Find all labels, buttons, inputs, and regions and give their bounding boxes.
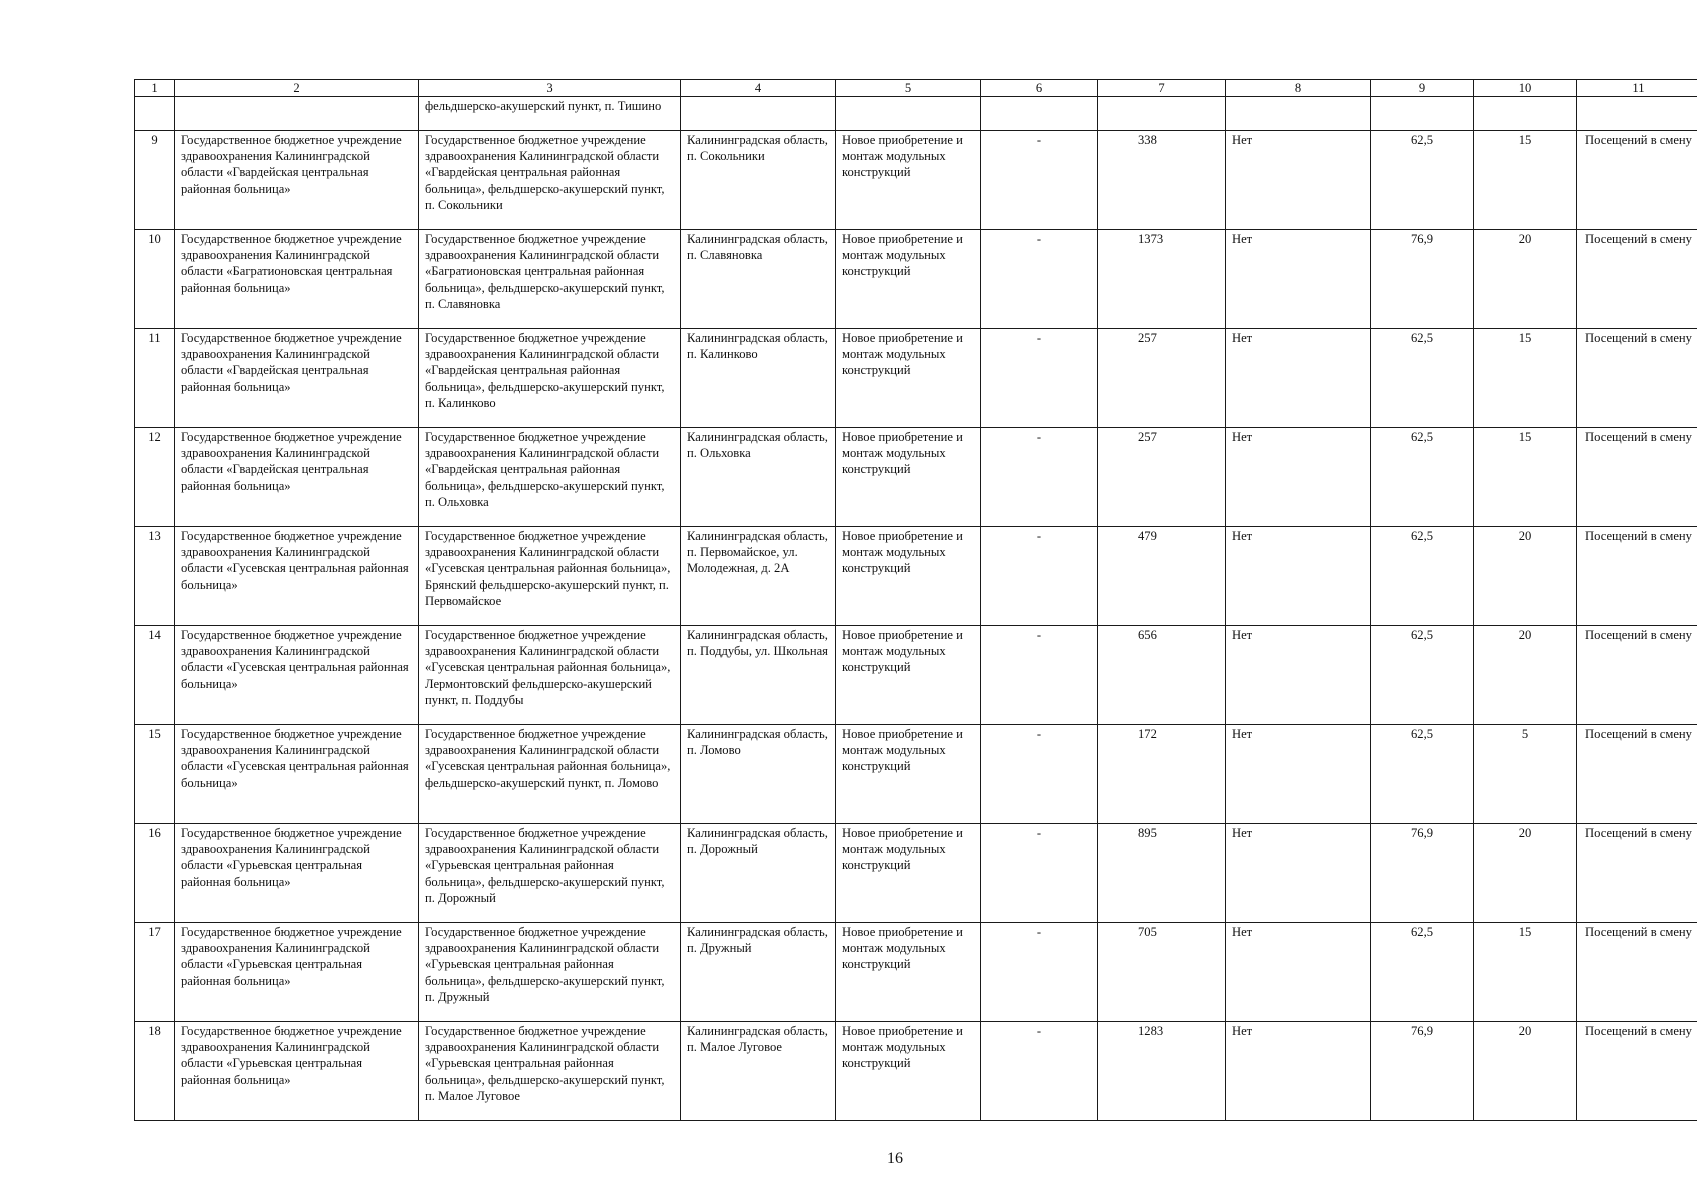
cell-address: Калининградская область, п. Поддубы, ул. Школьная <box>681 626 836 725</box>
cell-work-type: Новое приобретение и монтаж модульных конструкций <box>836 527 981 626</box>
cell-address: Калининградская область, п. Сокольники <box>681 131 836 230</box>
cell-col8 <box>1226 97 1371 131</box>
cell-col8: Нет <box>1226 626 1371 725</box>
cell-facility: Государственное бюджетное учреждение здравоохранения Калининградской области «Гвардейская центральная районная больница», фельдшерско-акушерский пункт, п. Ольховка <box>419 428 681 527</box>
cell-facility: Государственное бюджетное учреждение здравоохранения Калининградской области «Гусевская центральная районная больница», фельдшерско-акушерский пункт, п. Ломово <box>419 725 681 824</box>
table-row <box>135 923 1697 1022</box>
cell-col9: 62,5 <box>1371 131 1474 230</box>
cell-facility: Государственное бюджетное учреждение здравоохранения Калининградской области «Гусевская центральная районная больница», Брянский фельдшерско-акушерский пункт, п. Первомайское <box>419 527 681 626</box>
table-row <box>135 131 1697 230</box>
column-number-2: 2 <box>175 80 419 97</box>
cell-col6 <box>981 97 1098 131</box>
table-row <box>135 824 1697 923</box>
cell-col10: 15 <box>1474 428 1577 527</box>
cell-unit: Посещений в смену <box>1577 527 1697 626</box>
cell-col9: 62,5 <box>1371 626 1474 725</box>
cell-organization: Государственное бюджетное учреждение здравоохранения Калининградской области «Гурьевская центральная районная больница» <box>175 824 419 923</box>
cell-work-type: Новое приобретение и монтаж модульных конструкций <box>836 824 981 923</box>
cell-unit: Посещений в смену <box>1577 725 1697 824</box>
cell-address: Калининградская область, п. Дружный <box>681 923 836 1022</box>
cell-organization: Государственное бюджетное учреждение здравоохранения Калининградской области «Гусевская центральная районная больница» <box>175 725 419 824</box>
cell-unit: Посещений в смену <box>1577 824 1697 923</box>
cell-col7 <box>1098 97 1226 131</box>
column-number-row <box>135 80 1697 97</box>
cell-col9: 62,5 <box>1371 923 1474 1022</box>
cell-facility: Государственное бюджетное учреждение здравоохранения Калининградской области «Багратионовская центральная районная больница», фельдшерско-акушерский пункт, п. Славяновка <box>419 230 681 329</box>
cell-col9: 62,5 <box>1371 428 1474 527</box>
cell-facility: Государственное бюджетное учреждение здравоохранения Калининградской области «Гурьевская центральная районная больница», фельдшерско-акушерский пункт, п. Малое Луговое <box>419 1022 681 1121</box>
cell-unit: Посещений в смену <box>1577 131 1697 230</box>
cell-col8: Нет <box>1226 230 1371 329</box>
cell-col6: - <box>981 824 1098 923</box>
column-number-9: 9 <box>1371 80 1474 97</box>
cell-work-type: Новое приобретение и монтаж модульных конструкций <box>836 923 981 1022</box>
cell-facility: Государственное бюджетное учреждение здравоохранения Калининградской области «Гурьевская центральная районная больница», фельдшерско-акушерский пункт, п. Дорожный <box>419 824 681 923</box>
column-number-10: 10 <box>1474 80 1577 97</box>
cell-row-number: 9 <box>135 131 175 230</box>
cell-facility: Государственное бюджетное учреждение здравоохранения Калининградской области «Гвардейская центральная районная больница», фельдшерско-акушерский пункт, п. Сокольники <box>419 131 681 230</box>
table-row <box>135 1022 1697 1121</box>
table-row <box>135 725 1697 824</box>
cell-col10: 20 <box>1474 824 1577 923</box>
cell-col7: 1283 <box>1098 1022 1226 1121</box>
cell-col11 <box>1577 97 1697 131</box>
cell-col6: - <box>981 527 1098 626</box>
cell-organization: Государственное бюджетное учреждение здравоохранения Калининградской области «Гвардейская центральная районная больница» <box>175 131 419 230</box>
cell-work-type: Новое приобретение и монтаж модульных конструкций <box>836 725 981 824</box>
cell-col7: 172 <box>1098 725 1226 824</box>
cell-organization: Государственное бюджетное учреждение здравоохранения Калининградской области «Гвардейская центральная районная больница» <box>175 329 419 428</box>
cell-col7: 1373 <box>1098 230 1226 329</box>
cell-col10: 15 <box>1474 329 1577 428</box>
cell-row-number: 17 <box>135 923 175 1022</box>
cell-work-type: Новое приобретение и монтаж модульных конструкций <box>836 329 981 428</box>
cell-work-type: Новое приобретение и монтаж модульных конструкций <box>836 428 981 527</box>
cell-col10: 20 <box>1474 626 1577 725</box>
cell-col6: - <box>981 428 1098 527</box>
cell-col6: - <box>981 923 1098 1022</box>
cell-col10 <box>1474 97 1577 131</box>
cell-col9: 76,9 <box>1371 230 1474 329</box>
cell-address: Калининградская область, п. Ольховка <box>681 428 836 527</box>
cell-row-number: 11 <box>135 329 175 428</box>
cell-col10: 20 <box>1474 1022 1577 1121</box>
cell-address <box>681 97 836 131</box>
column-number-4: 4 <box>681 80 836 97</box>
cell-unit: Посещений в смену <box>1577 1022 1697 1121</box>
cell-col9: 62,5 <box>1371 329 1474 428</box>
cell-col6: - <box>981 1022 1098 1121</box>
cell-col10: 15 <box>1474 923 1577 1022</box>
cell-unit: Посещений в смену <box>1577 923 1697 1022</box>
column-number-3: 3 <box>419 80 681 97</box>
cell-work-type <box>836 97 981 131</box>
cell-col9: 62,5 <box>1371 527 1474 626</box>
cell-col10: 20 <box>1474 230 1577 329</box>
cell-facility: Государственное бюджетное учреждение здравоохранения Калининградской области «Гурьевская центральная районная больница», фельдшерско-акушерский пункт, п. Дружный <box>419 923 681 1022</box>
cell-row-number: 13 <box>135 527 175 626</box>
cell-organization: Государственное бюджетное учреждение здравоохранения Калининградской области «Гусевская центральная районная больница» <box>175 626 419 725</box>
cell-col7: 705 <box>1098 923 1226 1022</box>
continuation-row <box>135 97 1697 131</box>
cell-col9: 76,9 <box>1371 1022 1474 1121</box>
cell-address: Калининградская область, п. Первомайское, ул. Молодежная, д. 2А <box>681 527 836 626</box>
cell-col10: 20 <box>1474 527 1577 626</box>
cell-col7: 257 <box>1098 428 1226 527</box>
cell-col6: - <box>981 329 1098 428</box>
cell-address: Калининградская область, п. Калинково <box>681 329 836 428</box>
cell-work-type: Новое приобретение и монтаж модульных конструкций <box>836 230 981 329</box>
cell-col8: Нет <box>1226 725 1371 824</box>
cell-row-number: 14 <box>135 626 175 725</box>
cell-organization: Государственное бюджетное учреждение здравоохранения Калининградской области «Гвардейская центральная районная больница» <box>175 428 419 527</box>
cell-col7: 257 <box>1098 329 1226 428</box>
cell-address: Калининградская область, п. Малое Луговое <box>681 1022 836 1121</box>
cell-unit: Посещений в смену <box>1577 329 1697 428</box>
cell-row-number: 10 <box>135 230 175 329</box>
cell-col9: 76,9 <box>1371 824 1474 923</box>
cell-col8: Нет <box>1226 131 1371 230</box>
cell-address: Калининградская область, п. Дорожный <box>681 824 836 923</box>
cell-col8: Нет <box>1226 527 1371 626</box>
table-row <box>135 527 1697 626</box>
cell-col8: Нет <box>1226 824 1371 923</box>
column-number-8: 8 <box>1226 80 1371 97</box>
cell-facility: фельдшерско-акушерский пункт, п. Тишино <box>419 97 681 131</box>
cell-organization: Государственное бюджетное учреждение здравоохранения Калининградской области «Гурьевская центральная районная больница» <box>175 923 419 1022</box>
table-row <box>135 329 1697 428</box>
cell-organization: Государственное бюджетное учреждение здравоохранения Калининградской области «Багратионовская центральная районная больница» <box>175 230 419 329</box>
cell-row-number: 18 <box>135 1022 175 1121</box>
table-body <box>135 97 1697 1121</box>
cell-work-type: Новое приобретение и монтаж модульных конструкций <box>836 1022 981 1121</box>
column-number-7: 7 <box>1098 80 1226 97</box>
column-number-11: 11 <box>1577 80 1697 97</box>
cell-organization <box>175 97 419 131</box>
cell-col7: 895 <box>1098 824 1226 923</box>
cell-work-type: Новое приобретение и монтаж модульных конструкций <box>836 626 981 725</box>
cell-unit: Посещений в смену <box>1577 626 1697 725</box>
cell-col6: - <box>981 131 1098 230</box>
cell-col9 <box>1371 97 1474 131</box>
cell-col8: Нет <box>1226 329 1371 428</box>
facilities-table <box>134 79 1697 1121</box>
cell-col7: 656 <box>1098 626 1226 725</box>
cell-col9: 62,5 <box>1371 725 1474 824</box>
cell-unit: Посещений в смену <box>1577 428 1697 527</box>
table-row <box>135 230 1697 329</box>
cell-col6: - <box>981 626 1098 725</box>
cell-col6: - <box>981 230 1098 329</box>
cell-n <box>135 97 175 131</box>
table-row <box>135 626 1697 725</box>
cell-address: Калининградская область, п. Ломово <box>681 725 836 824</box>
cell-row-number: 12 <box>135 428 175 527</box>
cell-work-type: Новое приобретение и монтаж модульных конструкций <box>836 131 981 230</box>
cell-col8: Нет <box>1226 923 1371 1022</box>
column-number-6: 6 <box>981 80 1098 97</box>
cell-address: Калининградская область, п. Славяновка <box>681 230 836 329</box>
cell-col7: 338 <box>1098 131 1226 230</box>
cell-unit: Посещений в смену <box>1577 230 1697 329</box>
cell-col10: 5 <box>1474 725 1577 824</box>
column-number-5: 5 <box>836 80 981 97</box>
cell-organization: Государственное бюджетное учреждение здравоохранения Калининградской области «Гурьевская центральная районная больница» <box>175 1022 419 1121</box>
cell-facility: Государственное бюджетное учреждение здравоохранения Калининградской области «Гвардейская центральная районная больница», фельдшерско-акушерский пункт, п. Калинково <box>419 329 681 428</box>
cell-col8: Нет <box>1226 1022 1371 1121</box>
page-number: 16 <box>887 1150 903 1167</box>
cell-col10: 15 <box>1474 131 1577 230</box>
table-row <box>135 428 1697 527</box>
cell-facility: Государственное бюджетное учреждение здравоохранения Калининградской области «Гусевская центральная районная больница», Лермонтовский фельдшерско-акушерский пункт, п. Поддубы <box>419 626 681 725</box>
cell-col7: 479 <box>1098 527 1226 626</box>
cell-col6: - <box>981 725 1098 824</box>
cell-organization: Государственное бюджетное учреждение здравоохранения Калининградской области «Гусевская центральная районная больница» <box>175 527 419 626</box>
column-number-1: 1 <box>135 80 175 97</box>
cell-row-number: 16 <box>135 824 175 923</box>
cell-col8: Нет <box>1226 428 1371 527</box>
cell-row-number: 15 <box>135 725 175 824</box>
